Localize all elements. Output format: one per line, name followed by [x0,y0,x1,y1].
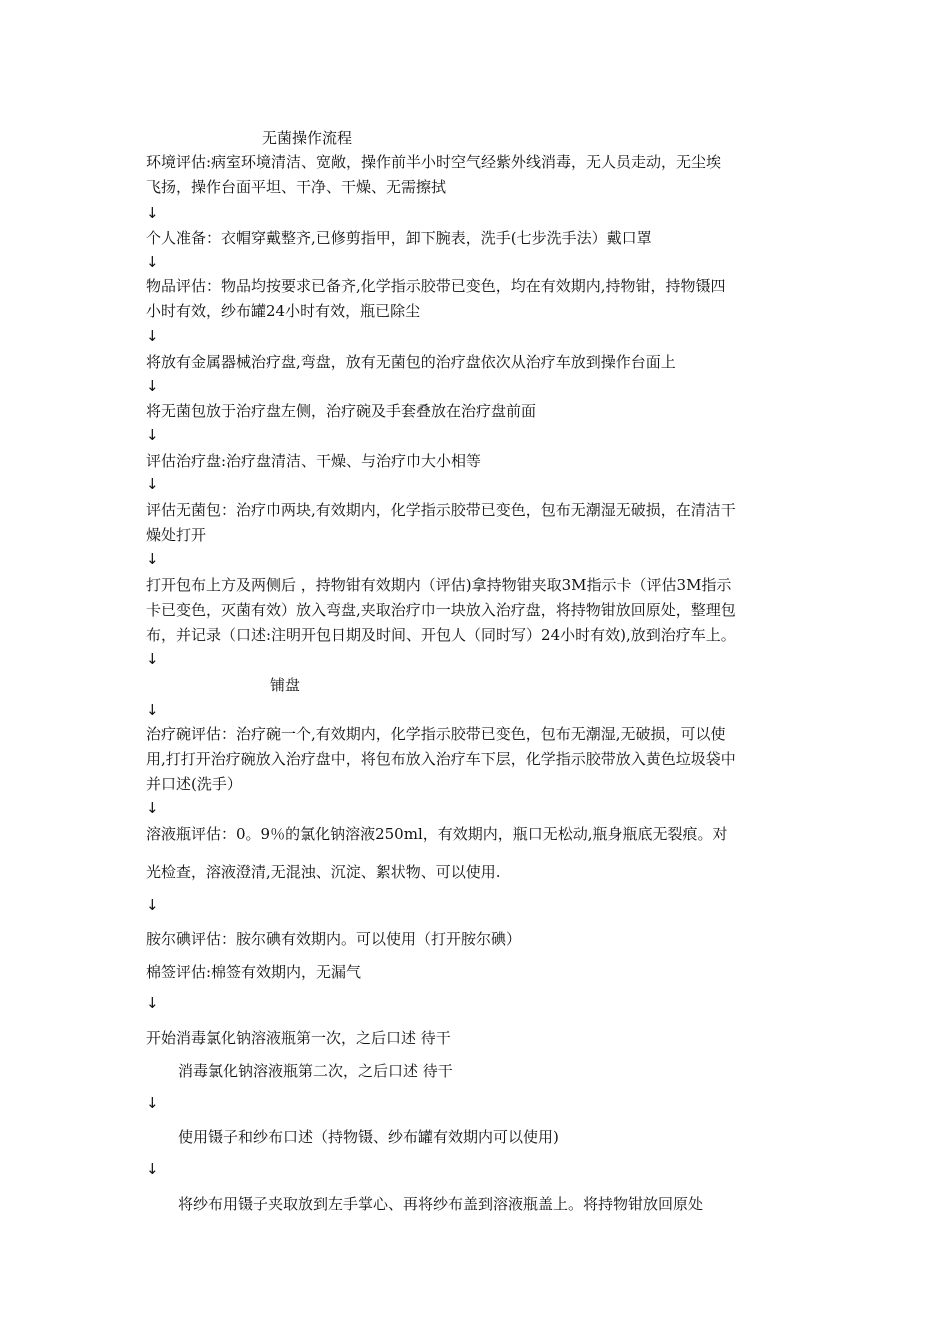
solution-assessment-line-2: 光检查，溶液澄清,无混浊、沉淀、絮状物、可以使用. [146,863,501,881]
flow-arrow: ↓ [146,799,159,817]
flow-arrow: ↓ [146,896,159,914]
place-pack-step: 将无菌包放于治疗盘左侧，治疗碗及手套叠放在治疗盘前面 [146,402,537,420]
document-title: 无菌操作流程 [262,129,353,147]
items-assessment-line-1: 物品评估：物品均按要求已备齐,化学指示胶带已变色，均在有效期内,持物钳，持物镊四 [146,277,726,295]
flow-arrow: ↓ [146,327,159,345]
bowl-assessment-line-3: 并口述(洗手） [146,775,242,793]
bowl-assessment-line-1: 治疗碗评估：治疗碗一个,有效期内，化学指示胶带已变色，包布无潮湿,无破损，可以使 [146,725,726,743]
sterile-pack-assessment-line-1: 评估无菌包：治疗巾两块,有效期内，化学指示胶带已变色，包布无潮湿无破损，在清洁干 [146,501,736,519]
flow-arrow: ↓ [146,204,159,222]
environment-assessment-line-2: 飞扬，操作台面平坦、干净、干燥、无需擦拭 [146,178,447,196]
flow-arrow: ↓ [146,1160,159,1178]
flow-arrow: ↓ [146,550,159,568]
swab-assessment: 棉签评估:棉签有效期内，无漏气 [146,963,362,981]
items-assessment-line-2: 小时有效，纱布罐24小时有效，瓶已除尘 [146,302,421,320]
bowl-assessment-line-2: 用,打打开治疗碗放入治疗盘中，将包布放入治疗车下层，化学指示胶带放入黄色垃圾袋中 [146,750,736,768]
flow-arrow: ↓ [146,426,159,444]
sterile-pack-assessment-line-2: 燥处打开 [146,526,207,544]
disinfect-second: 消毒氯化钠溶液瓶第二次，之后口述 待干 [178,1062,453,1080]
gauze-cover-step: 将纱布用镊子夹取放到左手掌心、再将纱布盖到溶液瓶盖上。将持物钳放回原处 [178,1195,704,1213]
open-pack-line-1: 打开包布上方及两侧后 ，持物钳有效期内（评估)拿持物钳夹取3M指示卡（评估3M指示 [146,576,732,594]
disinfect-first: 开始消毒氯化钠溶液瓶第一次，之后口述 待干 [146,1029,451,1047]
environment-assessment-line-1: 环境评估:病室环境清洁、宽敞，操作前半小时空气经紫外线消毒，无人员走动，无尘埃 [146,153,722,171]
flow-arrow: ↓ [146,994,159,1012]
personal-preparation: 个人准备：衣帽穿戴整齐,已修剪指甲，卸下腕表，洗手(七步洗手法）戴口罩 [146,229,652,247]
flow-arrow: ↓ [146,701,159,719]
flow-arrow: ↓ [146,475,159,493]
flow-arrow: ↓ [146,1094,159,1112]
solution-assessment-line-1: 溶液瓶评估：0。9％的氯化钠溶液250ml，有效期内，瓶口无松动,瓶身瓶底无裂痕。对 [146,825,728,843]
flow-arrow: ↓ [146,650,159,668]
flow-arrow: ↓ [146,253,159,271]
tweezers-gauze-step: 使用镊子和纱布口述（持物镊、纱布罐有效期内可以使用) [178,1128,559,1146]
flow-arrow: ↓ [146,377,159,395]
tray-assessment: 评估治疗盘:治疗盘清洁、干燥、与治疗巾大小相等 [146,452,482,470]
section-heading-spread-tray: 铺盘 [270,676,301,694]
iodine-assessment: 胺尔碘评估：胺尔碘有效期内。可以使用（打开胺尔碘） [146,930,522,948]
open-pack-line-2: 卡已变色，灭菌有效）放入弯盘,夹取治疗巾一块放入治疗盘，将持物钳放回原处，整理包 [146,601,736,619]
place-tray-step: 将放有金属器械治疗盘,弯盘，放有无菌包的治疗盘依次从治疗车放到操作台面上 [146,353,676,371]
open-pack-line-3: 布，并记录（口述:注明开包日期及时间、开包人（同时写）24小时有效),放到治疗车上。 [146,626,736,644]
